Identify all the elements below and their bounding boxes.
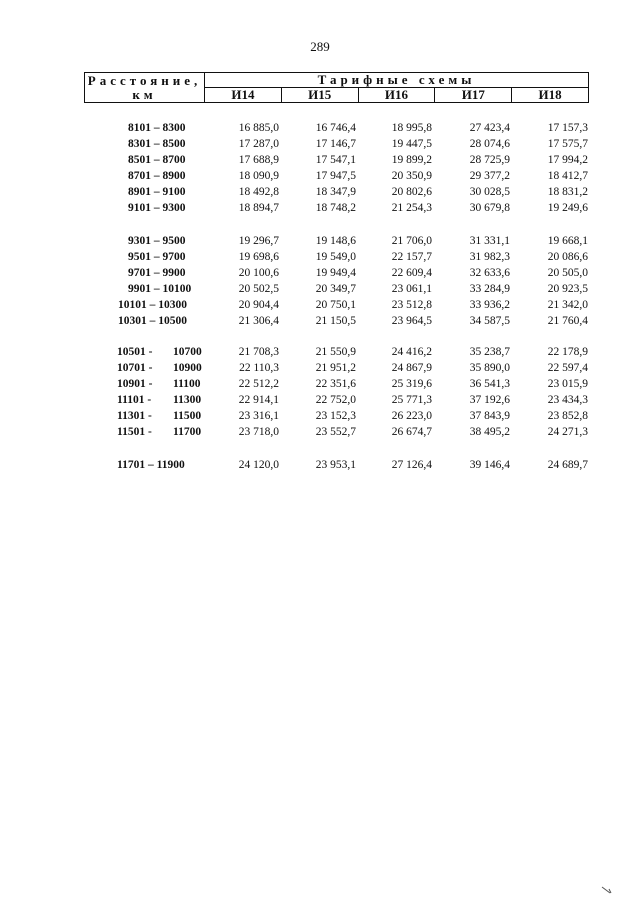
value-i14: 24 120,0 — [238, 459, 279, 471]
distance-cell: 11701 – 11900 — [117, 459, 185, 471]
value-i17: 31 331,1 — [469, 235, 510, 247]
value-i17: 33 936,2 — [469, 299, 510, 311]
value-i16: 22 609,4 — [391, 267, 432, 279]
value-i15: 20 750,1 — [315, 299, 356, 311]
value-i18: 17 575,7 — [547, 138, 588, 150]
value-i14: 19 698,6 — [238, 251, 279, 263]
distance-from-cell: 10501 - — [117, 346, 153, 358]
value-i14: 22 914,1 — [238, 394, 279, 406]
distance-cell: 8901 – 9100 — [128, 186, 186, 198]
distance-cell: 9501 – 9700 — [128, 251, 186, 263]
value-i16: 20 350,9 — [391, 170, 432, 182]
distance-to-cell: 11700 — [173, 426, 202, 438]
value-i15: 21 550,9 — [315, 346, 356, 358]
value-i17: 34 587,5 — [469, 315, 510, 327]
value-i18: 24 689,7 — [547, 459, 588, 471]
value-i17: 29 377,2 — [469, 170, 510, 182]
scheme-header-i14: И14 — [205, 88, 282, 103]
scheme-header-i16: И16 — [358, 88, 435, 103]
value-i18: 19 249,6 — [547, 202, 588, 214]
value-i15: 17 947,5 — [315, 170, 356, 182]
value-i18: 17 994,2 — [547, 154, 588, 166]
value-i18: 20 086,6 — [547, 251, 588, 263]
value-i17: 39 146,4 — [469, 459, 510, 471]
value-i16: 27 126,4 — [391, 459, 432, 471]
value-i15: 19 549,0 — [315, 251, 356, 263]
value-i17: 27 423,4 — [469, 122, 510, 134]
distance-cell: 9301 – 9500 — [128, 235, 186, 247]
value-i14: 20 100,6 — [238, 267, 279, 279]
value-i15: 17 146,7 — [315, 138, 356, 150]
value-i15: 22 752,0 — [315, 394, 356, 406]
value-i18: 24 271,3 — [547, 426, 588, 438]
value-i16: 22 157,7 — [391, 251, 432, 263]
value-i15: 18 748,2 — [315, 202, 356, 214]
value-i16: 25 319,6 — [391, 378, 432, 390]
value-i14: 18 894,7 — [238, 202, 279, 214]
scan-mark-icon — [600, 884, 616, 896]
distance-cell: 8501 – 8700 — [128, 154, 186, 166]
distance-from-cell: 11101 - — [117, 394, 152, 406]
value-i17: 35 238,7 — [469, 346, 510, 358]
value-i15: 20 349,7 — [315, 283, 356, 295]
value-i15: 23 953,1 — [315, 459, 356, 471]
distance-cell: 10301 – 10500 — [118, 315, 187, 327]
value-i14: 20 904,4 — [238, 299, 279, 311]
value-i14: 21 306,4 — [238, 315, 279, 327]
value-i16: 18 995,8 — [391, 122, 432, 134]
value-i18: 20 505,0 — [547, 267, 588, 279]
value-i15: 18 347,9 — [315, 186, 356, 198]
value-i18: 20 923,5 — [547, 283, 588, 295]
value-i14: 23 718,0 — [238, 426, 279, 438]
value-i16: 24 416,2 — [391, 346, 432, 358]
value-i18: 21 760,4 — [547, 315, 588, 327]
scheme-header-i17: И17 — [435, 88, 512, 103]
value-i17: 30 679,8 — [469, 202, 510, 214]
value-i15: 23 152,3 — [315, 410, 356, 422]
value-i16: 21 706,0 — [391, 235, 432, 247]
value-i17: 30 028,5 — [469, 186, 510, 198]
value-i16: 20 802,6 — [391, 186, 432, 198]
value-i17: 32 633,6 — [469, 267, 510, 279]
scheme-header-i15: И15 — [281, 88, 358, 103]
value-i18: 21 342,0 — [547, 299, 588, 311]
value-i16: 26 674,7 — [391, 426, 432, 438]
value-i15: 19 949,4 — [315, 267, 356, 279]
value-i17: 33 284,9 — [469, 283, 510, 295]
value-i15: 17 547,1 — [315, 154, 356, 166]
distance-cell: 8101 – 8300 — [128, 122, 186, 134]
value-i18: 22 597,4 — [547, 362, 588, 374]
value-i15: 19 148,6 — [315, 235, 356, 247]
distance-from-cell: 11301 - — [117, 410, 152, 422]
value-i18: 22 178,9 — [547, 346, 588, 358]
distance-cell: 8301 – 8500 — [128, 138, 186, 150]
value-i15: 23 552,7 — [315, 426, 356, 438]
value-i16: 26 223,0 — [391, 410, 432, 422]
value-i18: 18 831,2 — [547, 186, 588, 198]
value-i15: 21 150,5 — [315, 315, 356, 327]
distance-from-cell: 10701 - — [117, 362, 153, 374]
value-i16: 24 867,9 — [391, 362, 432, 374]
value-i17: 37 192,6 — [469, 394, 510, 406]
distance-to-cell: 11500 — [173, 410, 202, 422]
value-i14: 21 708,3 — [238, 346, 279, 358]
value-i17: 35 890,0 — [469, 362, 510, 374]
value-i14: 17 688,9 — [238, 154, 279, 166]
value-i17: 28 725,9 — [469, 154, 510, 166]
distance-cell: 9101 – 9300 — [128, 202, 186, 214]
distance-column-header: Расстояние, км — [85, 73, 205, 103]
value-i18: 17 157,3 — [547, 122, 588, 134]
value-i15: 21 951,2 — [315, 362, 356, 374]
value-i14: 22 512,2 — [238, 378, 279, 390]
distance-cell: 10101 – 10300 — [118, 299, 187, 311]
distance-to-cell: 10700 — [173, 346, 202, 358]
value-i16: 23 964,5 — [391, 315, 432, 327]
distance-from-cell: 11501 - — [117, 426, 152, 438]
value-i16: 19 899,2 — [391, 154, 432, 166]
value-i18: 23 852,8 — [547, 410, 588, 422]
value-i14: 18 090,9 — [238, 170, 279, 182]
value-i16: 23 061,1 — [391, 283, 432, 295]
scheme-header-i18: И18 — [512, 88, 589, 103]
value-i17: 31 982,3 — [469, 251, 510, 263]
value-i15: 16 746,4 — [315, 122, 356, 134]
distance-cell: 8701 – 8900 — [128, 170, 186, 182]
value-i16: 21 254,3 — [391, 202, 432, 214]
value-i17: 28 074,6 — [469, 138, 510, 150]
value-i14: 19 296,7 — [238, 235, 279, 247]
value-i14: 20 502,5 — [238, 283, 279, 295]
value-i16: 23 512,8 — [391, 299, 432, 311]
distance-cell: 9901 – 10100 — [128, 283, 192, 295]
value-i16: 25 771,3 — [391, 394, 432, 406]
value-i18: 23 434,3 — [547, 394, 588, 406]
value-i17: 37 843,9 — [469, 410, 510, 422]
value-i16: 19 447,5 — [391, 138, 432, 150]
distance-from-cell: 10901 - — [117, 378, 153, 390]
page-number: 289 — [310, 39, 330, 54]
distance-to-cell: 10900 — [173, 362, 202, 374]
value-i14: 18 492,8 — [238, 186, 279, 198]
value-i14: 22 110,3 — [239, 362, 279, 374]
distance-cell: 9701 – 9900 — [128, 267, 186, 279]
tariff-table-header — [84, 72, 589, 103]
value-i18: 23 015,9 — [547, 378, 588, 390]
value-i14: 16 885,0 — [238, 122, 279, 134]
tariff-schemes-group-header: Тарифные схемы — [205, 73, 589, 88]
distance-to-cell: 11300 — [173, 394, 202, 406]
value-i14: 17 287,0 — [238, 138, 279, 150]
value-i18: 19 668,1 — [547, 235, 588, 247]
value-i18: 18 412,7 — [547, 170, 588, 182]
distance-to-cell: 11100 — [173, 378, 201, 390]
value-i17: 36 541,3 — [469, 378, 510, 390]
value-i14: 23 316,1 — [238, 410, 279, 422]
value-i15: 22 351,6 — [315, 378, 356, 390]
value-i17: 38 495,2 — [469, 426, 510, 438]
